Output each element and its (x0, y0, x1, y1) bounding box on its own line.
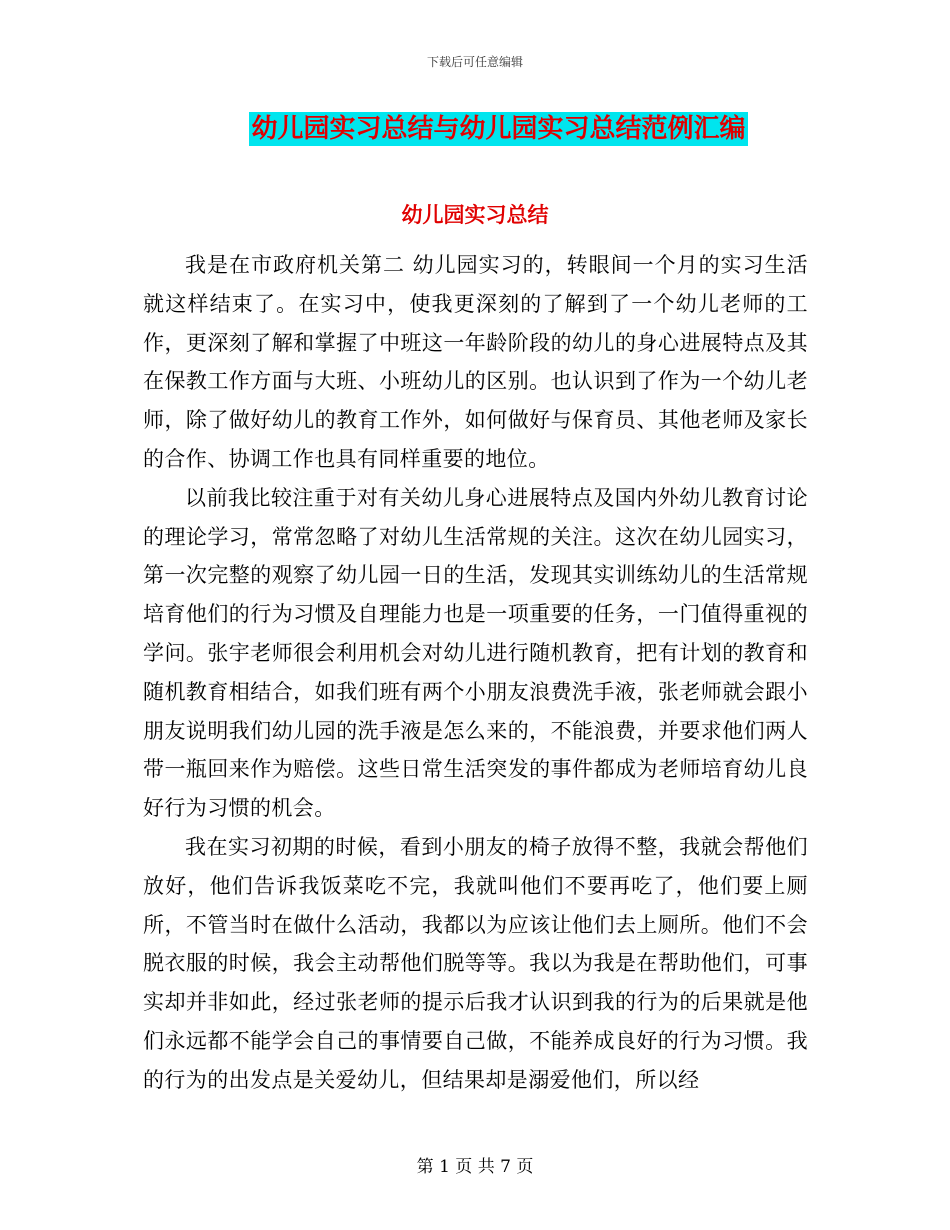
paragraph-2: 以前我比较注重于对有关幼儿身心进展特点及国内外幼儿教育讨论的理论学习，常常忽略了对幼儿生活常规的关注。这次在幼儿园实习，第一次完整的观察了幼儿园一日的生活，发现其实训练幼儿的生活常规培育他们的行为习惯及自理能力也是一项重要的任务，一门值得重视的学问。张宇老师很会利用机会对幼儿进行随机教育，把有计划的教育和随机教育相结合，如我们班有两个小朋友浪费洗手液，张老师就会跟小朋友说明我们幼儿园的洗手液是怎么来的，不能浪费，并要求他们两人带一瓶回来作为赔偿。这些日常生活突发的事件都成为老师培育幼儿良好行为习惯的机会。 (143, 485, 808, 821)
document-body (143, 246, 808, 1100)
header-note: 下载后可任意编辑 (426, 55, 523, 69)
section-title: 幼儿园实习总结 (401, 203, 549, 227)
page-footer: 第 1 页 共 7 页 (416, 1157, 534, 1177)
paragraph-1: 我是在市政府机关第二 幼儿园实习的，转眼间一个月的实习生活就这样结束了。在实习中，使我更深刻的了解到了一个幼儿老师的工作，更深刻了解和掌握了中班这一年龄阶段的幼儿的身心进展特点及其在保教工作方面与大班、小班幼儿的区别。也认识到了作为一个幼儿老师，除了做好幼儿的教育工作外，如何做好与保育员、其他老师及家长的合作、协调工作也具有同样重要的地位。 (143, 253, 808, 471)
document-title-container (0, 112, 950, 146)
document-title: 幼儿园实习总结与幼儿园实习总结范例汇编 (251, 114, 746, 144)
paragraph-3: 我在实习初期的时候，看到小朋友的椅子放得不整，我就会帮他们放好，他们告诉我饭菜吃不完，我就叫他们不要再吃了，他们要上厕所，不管当时在做什么活动，我都以为应该让他们去上厕所。他们不会脱衣服的时候，我会主动帮他们脱等等。我以为我是在帮助他们，可事实却并非如此，经过张老师的提示后我才认识到我的行为的后果就是他们永远都不能学会自己的事情要自己做，不能养成良好的行为习惯。我的行为的出发点是关爱幼儿，但结果却是溺爱他们，所以经 (143, 834, 808, 1092)
